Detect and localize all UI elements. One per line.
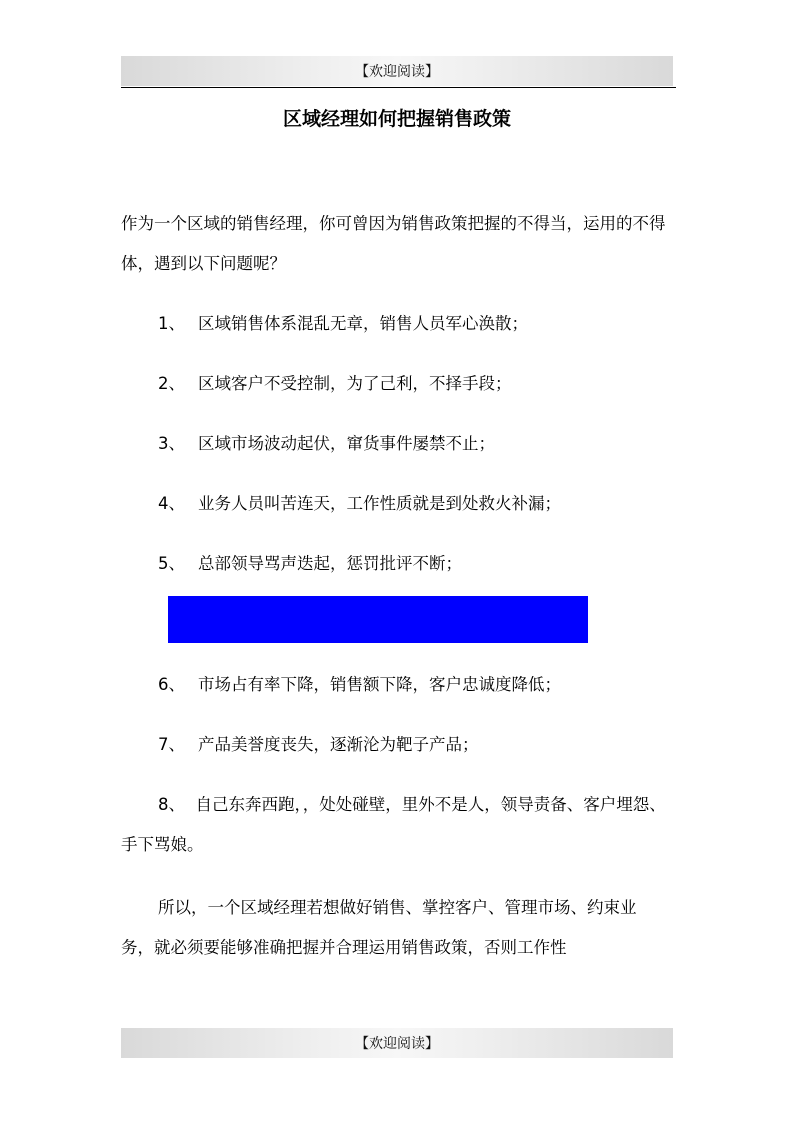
list-item-number: 3、	[158, 434, 185, 453]
list-item-text: 产品美誉度丧失，逐渐沦为靶子产品；	[198, 735, 479, 754]
header-band	[121, 56, 673, 86]
list-item-text: 自己东奔西跑，，处处碰壁，里外不是人，领导责备、客户埋怨、手下骂娘。	[121, 795, 666, 854]
list-item-text: 区域客户不受控制，为了己利，不择手段；	[198, 374, 512, 393]
list-item-text: 区域市场波动起伏，窜货事件屡禁不止；	[198, 434, 495, 453]
header-rule	[121, 87, 676, 88]
list-item-number: 2、	[158, 374, 185, 393]
list-item-text: 总部领导骂声迭起，惩罚批评不断；	[198, 554, 462, 573]
list-item-number: 4、	[158, 494, 185, 513]
page-title: 区域经理如何把握销售政策	[282, 108, 511, 130]
list-item	[158, 372, 678, 396]
closing-paragraph: 所以，一个区域经理若想做好销售、掌控客户、管理市场、约束业务，就必须要能够准确把握并合理运用销售政策，否则工作性	[121, 898, 637, 957]
footer-band-text: 【欢迎阅读】	[355, 1036, 439, 1052]
list-item	[158, 673, 678, 697]
list-item	[121, 785, 669, 865]
list-item-text: 区域销售体系混乱无章，销售人员军心涣散；	[198, 314, 528, 333]
list-item-number: 1、	[158, 314, 185, 333]
blue-ad-box[interactable]	[168, 596, 588, 643]
list-item	[158, 312, 678, 336]
list-item-number: 8、	[158, 795, 185, 814]
list-item-text: 市场占有率下降，销售额下降，客户忠诚度降低；	[198, 675, 561, 694]
list-item	[158, 492, 678, 516]
intro-paragraph: 作为一个区域的销售经理，你可曾因为销售政策把握的不得当，运用的不得体，遇到以下问题呢？	[121, 214, 666, 273]
list-item	[158, 552, 678, 576]
list-item	[158, 733, 678, 757]
list-item-number: 6、	[158, 675, 185, 694]
header-band-text: 【欢迎阅读】	[355, 64, 439, 80]
list-item-text: 业务人员叫苦连天，工作性质就是到处救火补漏；	[198, 494, 561, 513]
list-item-number: 5、	[158, 554, 185, 573]
list-item	[158, 432, 678, 456]
list-item-number: 7、	[158, 735, 185, 754]
footer-band	[121, 1028, 673, 1058]
